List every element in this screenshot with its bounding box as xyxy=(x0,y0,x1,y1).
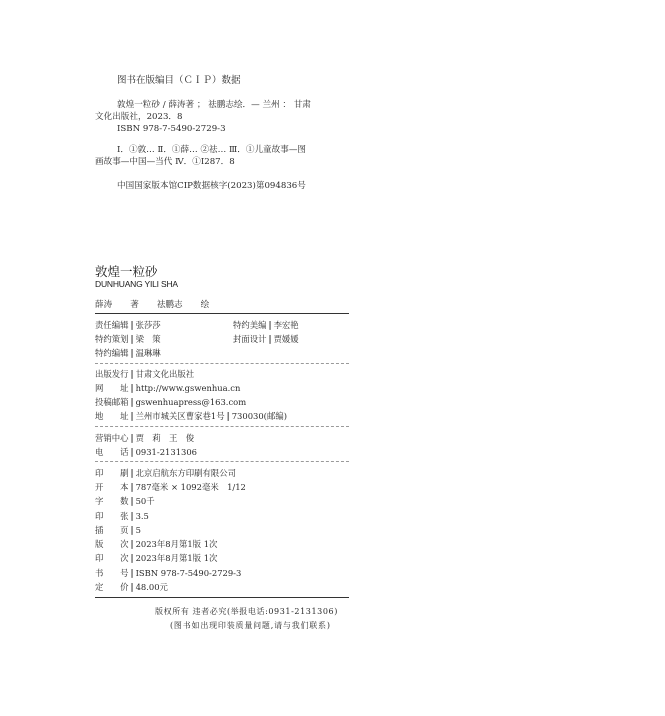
divider xyxy=(95,597,349,598)
author-role: 著 xyxy=(130,300,139,310)
illustrator-role: 绘 xyxy=(200,300,210,310)
book-authors xyxy=(95,298,227,310)
cip-heading: 图书在版编目（ＣＩＰ）数据 xyxy=(117,75,241,86)
editor-row: 责任编辑 | 张莎莎 xyxy=(95,320,161,330)
book-pinyin: DUNHUANG YILI SHA xyxy=(95,279,178,289)
author-name: 薛涛 xyxy=(95,300,113,310)
marketing-row: 营销中心 | 贾 莉 王 俊 xyxy=(95,433,195,443)
quality-notice: (图书如出现印装质量问题,请与我们联系) xyxy=(170,621,331,630)
divider xyxy=(95,426,349,427)
spec-row: 印 张 | 3.5 xyxy=(95,511,149,521)
book-title: 敦煌一粒砂 xyxy=(95,264,158,279)
divider xyxy=(95,461,349,462)
editor-row: 特约美编 | 李宏艳 xyxy=(233,320,299,330)
spec-row: 印 次 | 2023年8月第1版 1次 xyxy=(95,553,218,563)
spec-row: 定 价 | 48.00元 xyxy=(95,582,168,592)
spec-row: 字 数 | 50千 xyxy=(95,496,155,506)
email-row: 投稿邮箱 | gswenhuapress@163.com xyxy=(95,397,247,407)
publisher-row: 出版发行 | 甘肃文化出版社 xyxy=(95,369,195,379)
cip-record-number: 中国国家版本馆CIP数据核字(2023)第094836号 xyxy=(117,181,306,191)
cip-isbn: ISBN 978-7-5490-2729-3 xyxy=(117,124,226,134)
spec-row: 版 次 | 2023年8月第1版 1次 xyxy=(95,539,218,549)
illustrator-name: 祛鹏志 xyxy=(156,300,183,310)
spec-row: 开 本 | 787毫米 × 1092毫米 1/12 xyxy=(95,482,246,492)
cip-line: 文化出版社，2023．8 xyxy=(95,112,183,122)
cip-line: 敦煌一粒砂 / 薛涛著 ； 祛鹏志绘．— 兰州 ： 甘肃 xyxy=(117,100,311,110)
cip-line: Ⅰ．①敦… Ⅱ．①薛… ②祛… Ⅲ．①儿童故事—图 xyxy=(117,145,307,155)
editor-row: 特约编辑 | 温琳琳 xyxy=(95,348,161,358)
cip-line: 画故事—中国—当代 Ⅳ．①I287．8 xyxy=(95,157,235,167)
website-row: 网 址 | http://www.gswenhua.cn xyxy=(95,383,241,393)
divider xyxy=(95,313,349,314)
address-row: 地 址 | 兰州市城关区曹家巷1号 | 730030(邮编) xyxy=(95,411,287,421)
spec-row: 插 页 | 5 xyxy=(95,525,141,535)
phone-row: 电 话 | 0931-2131306 xyxy=(95,447,198,457)
spec-row: 印 刷 | 北京启航东方印刷有限公司 xyxy=(95,468,237,478)
copyright-notice: 版权所有 违者必究(举报电话:0931-2131306) xyxy=(155,607,338,616)
editor-row: 特约策划 | 梁 策 xyxy=(95,334,161,344)
divider xyxy=(95,363,349,364)
spec-row: 书 号 | ISBN 978-7-5490-2729-3 xyxy=(95,568,242,578)
editor-row: 封面设计 | 贾媛媛 xyxy=(233,334,299,344)
